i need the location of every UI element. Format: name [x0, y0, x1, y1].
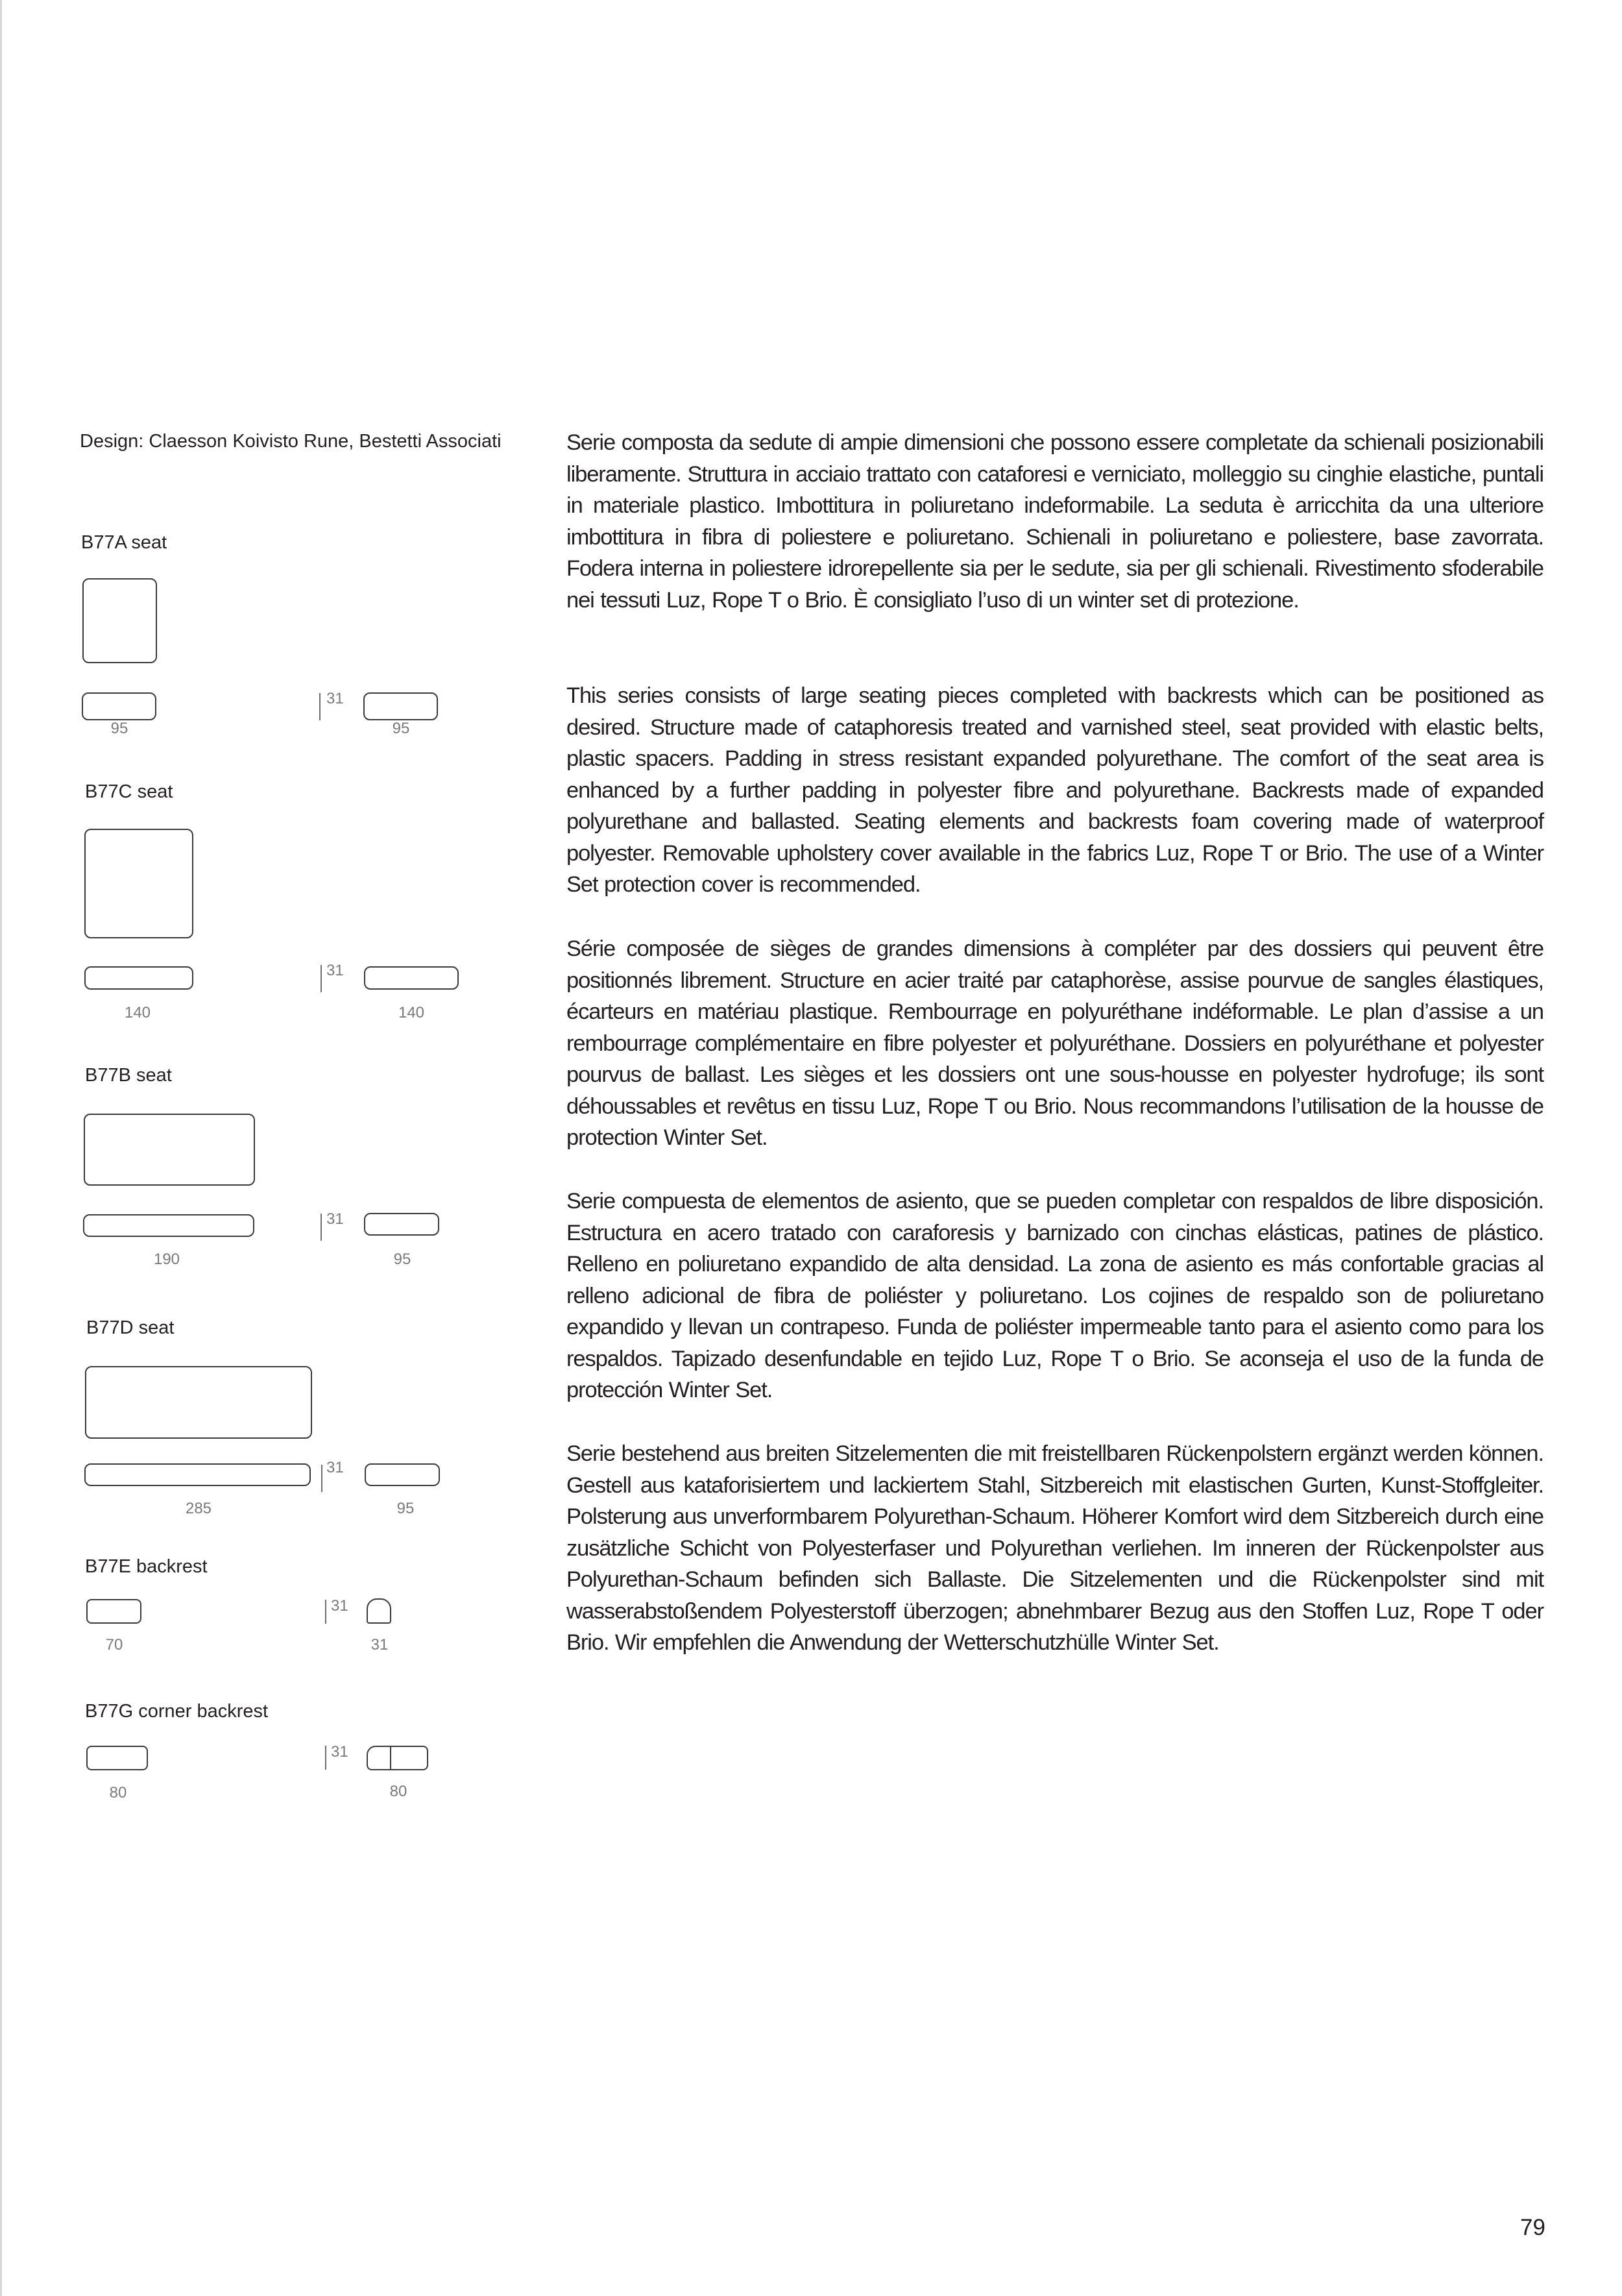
- front-view-diagram: [82, 692, 156, 720]
- width-value: 140: [124, 1004, 151, 1021]
- page-number: 79: [1520, 2215, 1545, 2240]
- item-label: B77D seat: [86, 1317, 175, 1338]
- width-value: 70: [105, 1636, 123, 1654]
- height-dimension-line: [321, 1465, 322, 1492]
- top-view-diagram: [82, 578, 157, 663]
- width-value: 95: [110, 720, 128, 737]
- width-value: 285: [185, 1500, 212, 1517]
- side-view-diagram: [364, 966, 459, 990]
- description-spanish: [566, 1186, 1543, 1406]
- item-label: B77B seat: [85, 1065, 172, 1086]
- width-value: 190: [153, 1251, 180, 1268]
- height-value: 31: [326, 1210, 344, 1228]
- height-dimension-line: [321, 1214, 322, 1241]
- paragraph-english: This series consists of large seating pieces completed with backrests which can be positioned as desired. Structure made of cataphoresis treated and varnished steel, seat provided with elastic belts, plastic spacers. Padding in stress resistant expanded polyurethane. The comfort of the seat area is enhanced by a further padding in polyester fibre and polyurethane. Backrests made of expanded polyurethane and ballasted. Seating elements and backrests foam covering made of waterproof polyester. Removable upholstery cover available in the fabrics Luz, Rope T or Brio. The use of a Winter Set protection cover is recommended.: [566, 683, 1543, 897]
- depth-value: 95: [396, 1500, 415, 1517]
- side-view-diagram: [364, 1213, 439, 1236]
- side-view-diagram: [367, 1746, 428, 1770]
- top-view-diagram: [84, 829, 193, 938]
- description-english: [566, 680, 1543, 901]
- height-value: 31: [326, 690, 344, 707]
- item-label: B77G corner backrest: [85, 1701, 269, 1722]
- item-label: B77A seat: [81, 532, 167, 553]
- height-dimension-line: [321, 965, 322, 992]
- top-view-diagram: [85, 1366, 312, 1439]
- depth-value: 31: [370, 1636, 389, 1654]
- front-view-diagram: [86, 1599, 141, 1624]
- description-german: [566, 1438, 1543, 1659]
- description-french: [566, 933, 1543, 1154]
- item-label: B77C seat: [85, 781, 173, 802]
- front-view-diagram: [86, 1746, 148, 1770]
- height-dimension-line: [325, 1600, 326, 1624]
- width-value: 80: [109, 1784, 127, 1801]
- height-dimension-line: [319, 693, 321, 720]
- depth-value: 95: [393, 1251, 411, 1268]
- depth-value: 95: [392, 720, 410, 737]
- side-view-diagram: [363, 692, 438, 720]
- front-view-diagram: [83, 1214, 254, 1237]
- paragraph-french: Série composée de sièges de grandes dimensions à compléter par des dossiers qui peuvent être positionnés librement. Structure en acier traité par cataphorèse, assise pourvue de sangles élastiques, écarteurs en matériau plastique. Rembourrage en polyuréthane indéformable. Le plan d’assise a un rembourrage complémentaire en fibre polyester et polyuréthane. Dossiers en polyuréthane et polyester pourvus de ballast. Les sièges et les dossiers ont une sous-housse en polyester hydrofuge; ils sont déhoussables et revêtus en tissu Luz, Rope T ou Brio. Nous recommandons l’utilisation de la housse de protection Winter Set.: [566, 936, 1543, 1150]
- depth-value: 140: [398, 1004, 425, 1021]
- page-edge: [0, 0, 2, 2296]
- side-view-diagram: [365, 1463, 440, 1486]
- corner-divider: [390, 1746, 391, 1770]
- paragraph-italian: Serie composta da sedute di ampie dimensioni che possono essere completate da schienali posizionabili liberamente. Struttura in acciaio trattato con cataforesi e verniciato, molleggio su cinghie elastiche, puntali in materiale plastico. Imbottitura in poliuretano indeformabile. La seduta è arricchita da una ulteriore imbottitura in fibra di poliestere e poliuretano. Schienali in poliuretano e poliestere, base zavorrata. Fodera interna in poliestere idrorepellente sia per le sedute, sia per gli schienali. Rivestimento sfoderabile nei tessuti Luz, Rope T o Brio. È consigliato l’uso di un winter set di protezione.: [566, 430, 1543, 613]
- item-label: B77E backrest: [85, 1556, 208, 1577]
- front-view-diagram: [84, 1463, 311, 1486]
- front-view-diagram: [84, 966, 193, 990]
- paragraph-spanish: Serie compuesta de elementos de asiento, que se pueden completar con respaldos de libre disposición. Estructura en acero tratado con caraforesis y barnizado con cinchas elásticas, patines de plástico. Relleno en poliuretano expandido de alta densidad. La zona de asiento es más confortable gracias al relleno adicional de fibra de poliéster y poliuretano. Los cojines de respaldo son de poliuretano expandido y llevan un contrapeso. Funda de poliéster impermeable tanto para el asiento como para los respaldos. Tapizado desenfundable en tejido Luz, Rope T o Brio. Se aconseja el uso de la funda de protección Winter Set.: [566, 1189, 1543, 1402]
- depth-value: 80: [389, 1783, 407, 1800]
- height-value: 31: [331, 1743, 348, 1761]
- paragraph-german: Serie bestehend aus breiten Sitzelementen die mit freistellbaren Rückenpolstern ergänzt werden können. Gestell aus kataforisiertem und lackiertem Stahl, Sitzbereich mit elastischen Gurten, Kunst-Stoffgleiter. Polsterung aus unverformbarem Polyurethan-Schaum. Höherer Komfort wird dem Sitzbereich durch eine zusätzliche Schicht von Polyesterfaser und Polyurethan verliehen. Im inneren der Rückenpolster aus Polyurethan-Schaum befinden sich Ballaste. Die Sitzelementen und die Rückenpolster sind mit wasserabstoßendem Polyesterstoff überzogen; abnehmbarer Bezug aus den Stoffen Luz, Rope T oder Brio. Wir empfehlen die Anwendung der Wetterschutzhülle Winter Set.: [566, 1441, 1543, 1655]
- height-value: 31: [326, 962, 344, 979]
- height-dimension-line: [325, 1746, 326, 1770]
- designer-credit: Design: Claesson Koivisto Rune, Bestetti Associati: [80, 431, 502, 452]
- side-view-diagram: [367, 1598, 391, 1624]
- description-italian: [566, 427, 1543, 616]
- top-view-diagram: [84, 1114, 255, 1186]
- height-value: 31: [331, 1597, 348, 1615]
- height-value: 31: [326, 1459, 344, 1476]
